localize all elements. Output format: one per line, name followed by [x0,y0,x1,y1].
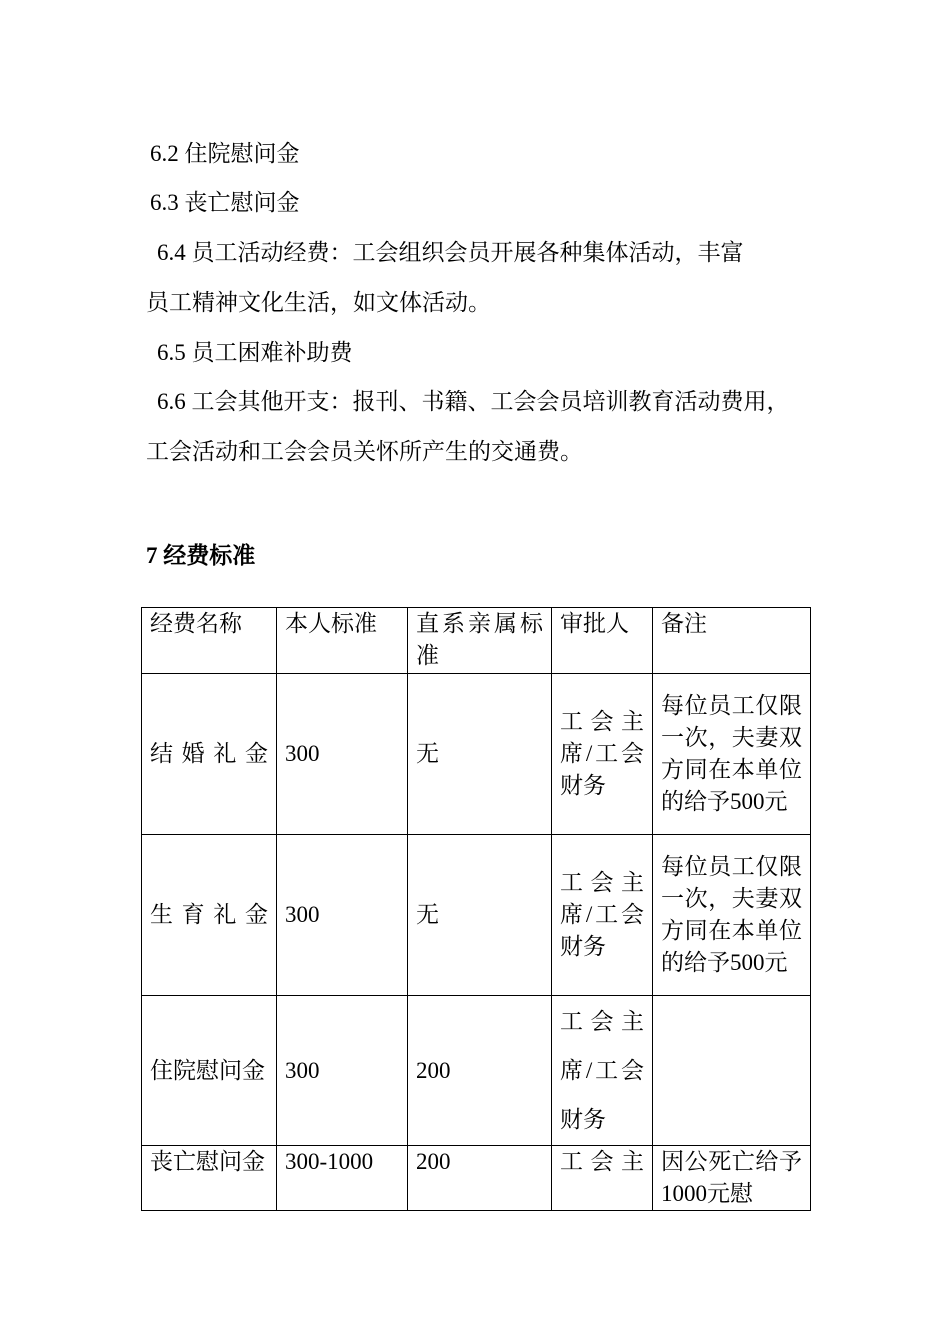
self-standard-cell: 300 [277,835,408,996]
approver-cell: 工会主席/工会财务 [552,674,653,835]
table-row [142,835,811,996]
paragraph-6-4-line2: 员工精神文化生活，如文体活动。 [146,290,491,315]
fee-name-cell: 生育礼金 [142,835,277,996]
family-standard-cell: 200 [408,996,552,1146]
fee-standard-table [141,607,811,1211]
header-cell: 经费名称 [142,608,277,674]
table-header-row [142,608,811,674]
paragraph-6-3: 6.3 丧亡慰问金 [150,190,300,215]
paragraph-6-2: 6.2 住院慰问金 [150,141,300,166]
approver-cell: 工会主席/工会财务 [552,835,653,996]
table-row [142,1146,811,1211]
approver-cell: 工会主席/工会财务 [552,996,653,1146]
note-cell: 每位员工仅限一次，夫妻双方同在本单位的给予500元 [653,674,811,835]
note-cell [653,996,811,1146]
paragraph-6-4-line1: 6.4 员工活动经费：工会组织会员开展各种集体活动，丰富 [157,240,744,265]
header-cell: 审批人 [552,608,653,674]
self-standard-cell: 300-1000 [277,1146,408,1211]
self-standard-cell: 300 [277,674,408,835]
paragraph-6-6-line1: 6.6 工会其他开支：报刊、书籍、工会会员培训教育活动费用， [157,389,790,414]
section-heading: 7 经费标准 [146,543,256,568]
family-standard-cell: 无 [408,835,552,996]
approver-cell: 工会主 [552,1146,653,1211]
note-cell: 每位员工仅限一次，夫妻双方同在本单位的给予500元 [653,835,811,996]
family-standard-cell: 200 [408,1146,552,1211]
fee-name-cell: 丧亡慰问金 [142,1146,277,1211]
fee-name-cell: 结婚礼金 [142,674,277,835]
header-cell: 备注 [653,608,811,674]
family-standard-cell: 无 [408,674,552,835]
paragraph-6-6-line2: 工会活动和工会会员关怀所产生的交通费。 [146,439,583,464]
header-cell: 本人标准 [277,608,408,674]
fee-name-cell: 住院慰问金 [142,996,277,1146]
note-cell: 因公死亡给予1000元慰 [653,1146,811,1211]
table-row [142,996,811,1146]
header-cell: 直系亲属标准 [408,608,552,674]
self-standard-cell: 300 [277,996,408,1146]
table-row [142,674,811,835]
paragraph-6-5: 6.5 员工困难补助费 [157,340,353,365]
